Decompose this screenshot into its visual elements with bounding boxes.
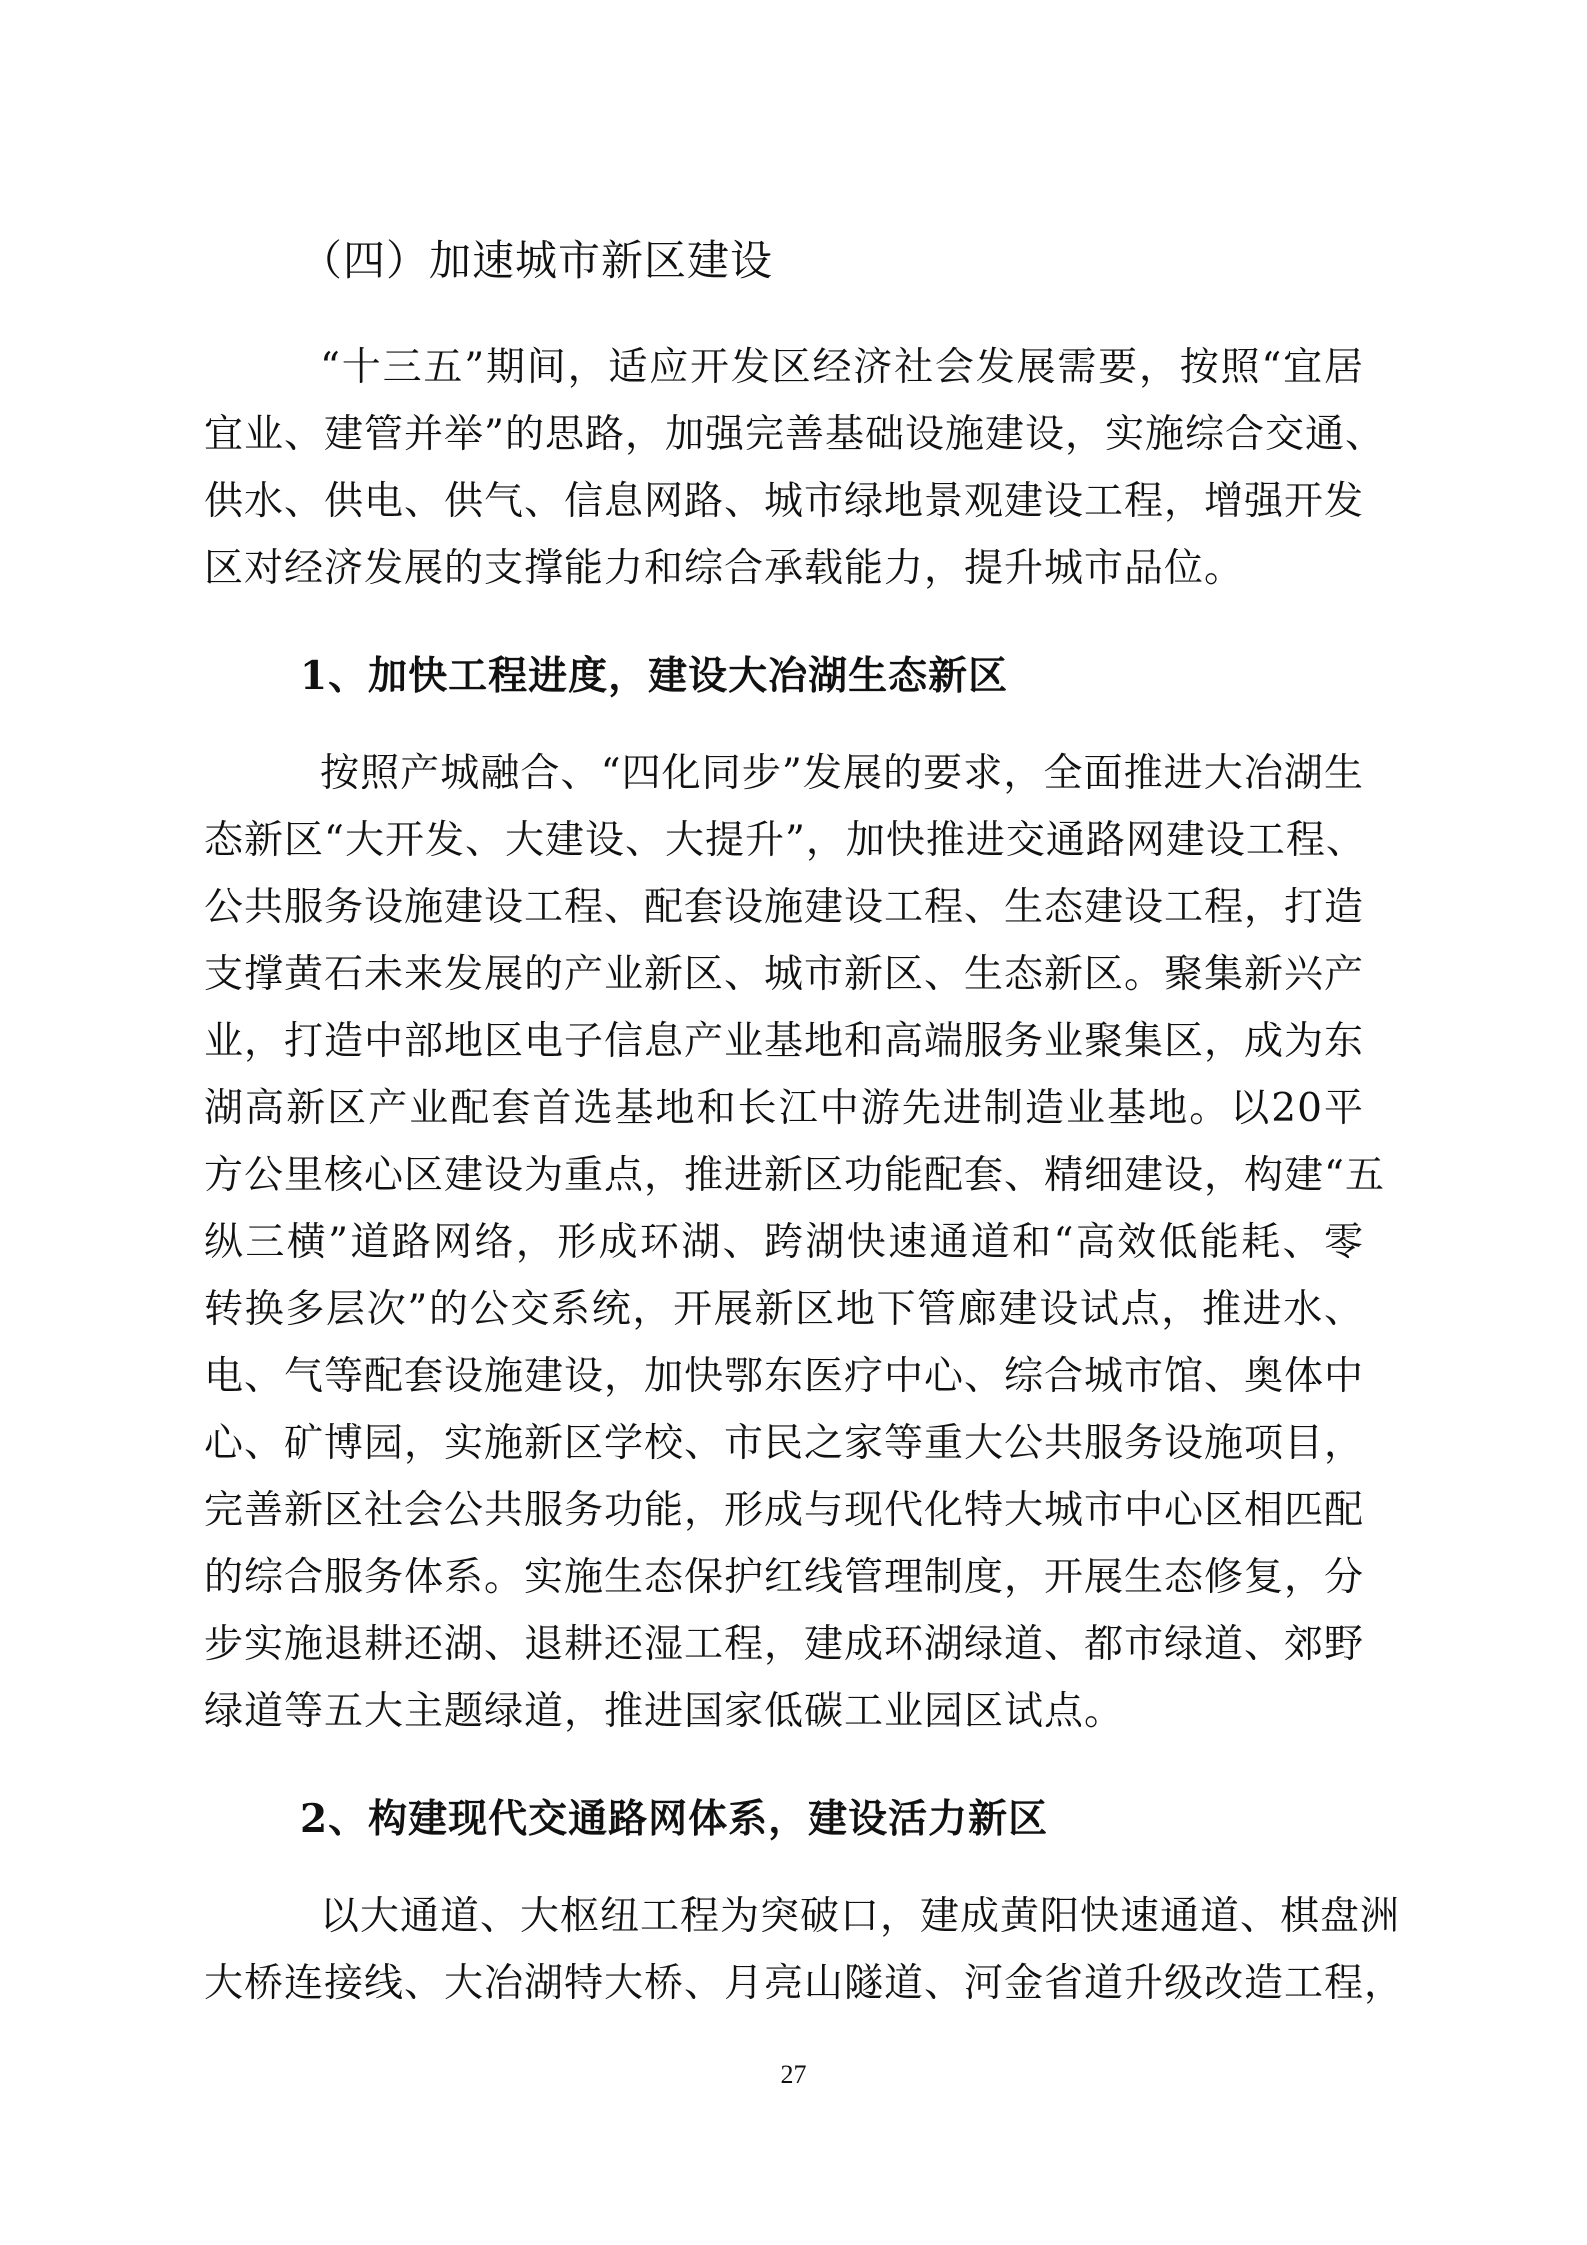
paragraph-line: 供水、供电、供气、信息网路、城市绿地景观建设工程，增强开发 — [204, 479, 1365, 524]
paragraph-line: 按照产城融合、“四化同步”发展的要求，全面推进大冶湖生 — [320, 751, 1364, 796]
paragraph-line: 宜业、建管并举”的思路，加强完善基础设施建设，实施综合交通、 — [204, 412, 1385, 457]
paragraph-line: 的综合服务体系。实施生态保护红线管理制度，开展生态修复，分 — [204, 1555, 1365, 1600]
paragraph-line: 态新区“大开发、大建设、大提升”，加快推进交通路网建设工程、 — [204, 818, 1366, 863]
paragraph-line: 心、矿博园，实施新区学校、市民之家等重大公共服务设施项目， — [204, 1421, 1365, 1466]
paragraph-line: 以大通道、大枢纽工程为突破口，建成黄阳快速通道、棋盘洲 — [320, 1894, 1401, 1939]
paragraph-line: 绿道等五大主题绿道，推进国家低碳工业园区试点。 — [204, 1689, 1125, 1734]
section-title: （四）加速城市新区建设 — [300, 236, 774, 285]
paragraph-line: 纵三横”道路网络，形成环湖、跨湖快速通道和“高效低能耗、零 — [204, 1220, 1364, 1265]
paragraph-line: 业，打造中部地区电子信息产业基地和高端服务业聚集区，成为东 — [204, 1019, 1365, 1064]
paragraph-line: 转换多层次”的公交系统，开展新区地下管廊建设试点，推进水、 — [204, 1287, 1364, 1332]
paragraph-line: 步实施退耕还湖、退耕还湿工程，建成环湖绿道、都市绿道、郊野 — [204, 1622, 1365, 1667]
paragraph-line: 区对经济发展的支撑能力和综合承载能力，提升城市品位。 — [204, 546, 1245, 591]
paragraph-line: 方公里核心区建设为重点，推进新区功能配套、精细建设，构建“五 — [204, 1153, 1385, 1198]
page-number: 27 — [780, 2060, 807, 2089]
paragraph-line: 完善新区社会公共服务功能，形成与现代化特大城市中心区相匹配 — [204, 1488, 1365, 1533]
paragraph-line: 电、气等配套设施建设，加快鄂东医疗中心、综合城市馆、奥体中 — [204, 1354, 1365, 1399]
subsection-title: 2、构建现代交通路网体系，建设活力新区 — [300, 1796, 1049, 1842]
paragraph-line: 大桥连接线、大冶湖特大桥、月亮山隧道、河金省道升级改造工程， — [204, 1961, 1405, 2006]
subsection-title: 1、加快工程进度，建设大冶湖生态新区 — [300, 653, 1009, 699]
paragraph-line: 公共服务设施建设工程、配套设施建设工程、生态建设工程，打造 — [204, 885, 1365, 930]
paragraph-line: 支撑黄石未来发展的产业新区、城市新区、生态新区。聚集新兴产 — [204, 952, 1365, 997]
paragraph-line: 湖高新区产业配套首选基地和长江中游先进制造业基地。以20平 — [204, 1086, 1364, 1131]
paragraph-line: “十三五”期间，适应开发区经济社会发展需要，按照“宜居 — [320, 345, 1364, 390]
